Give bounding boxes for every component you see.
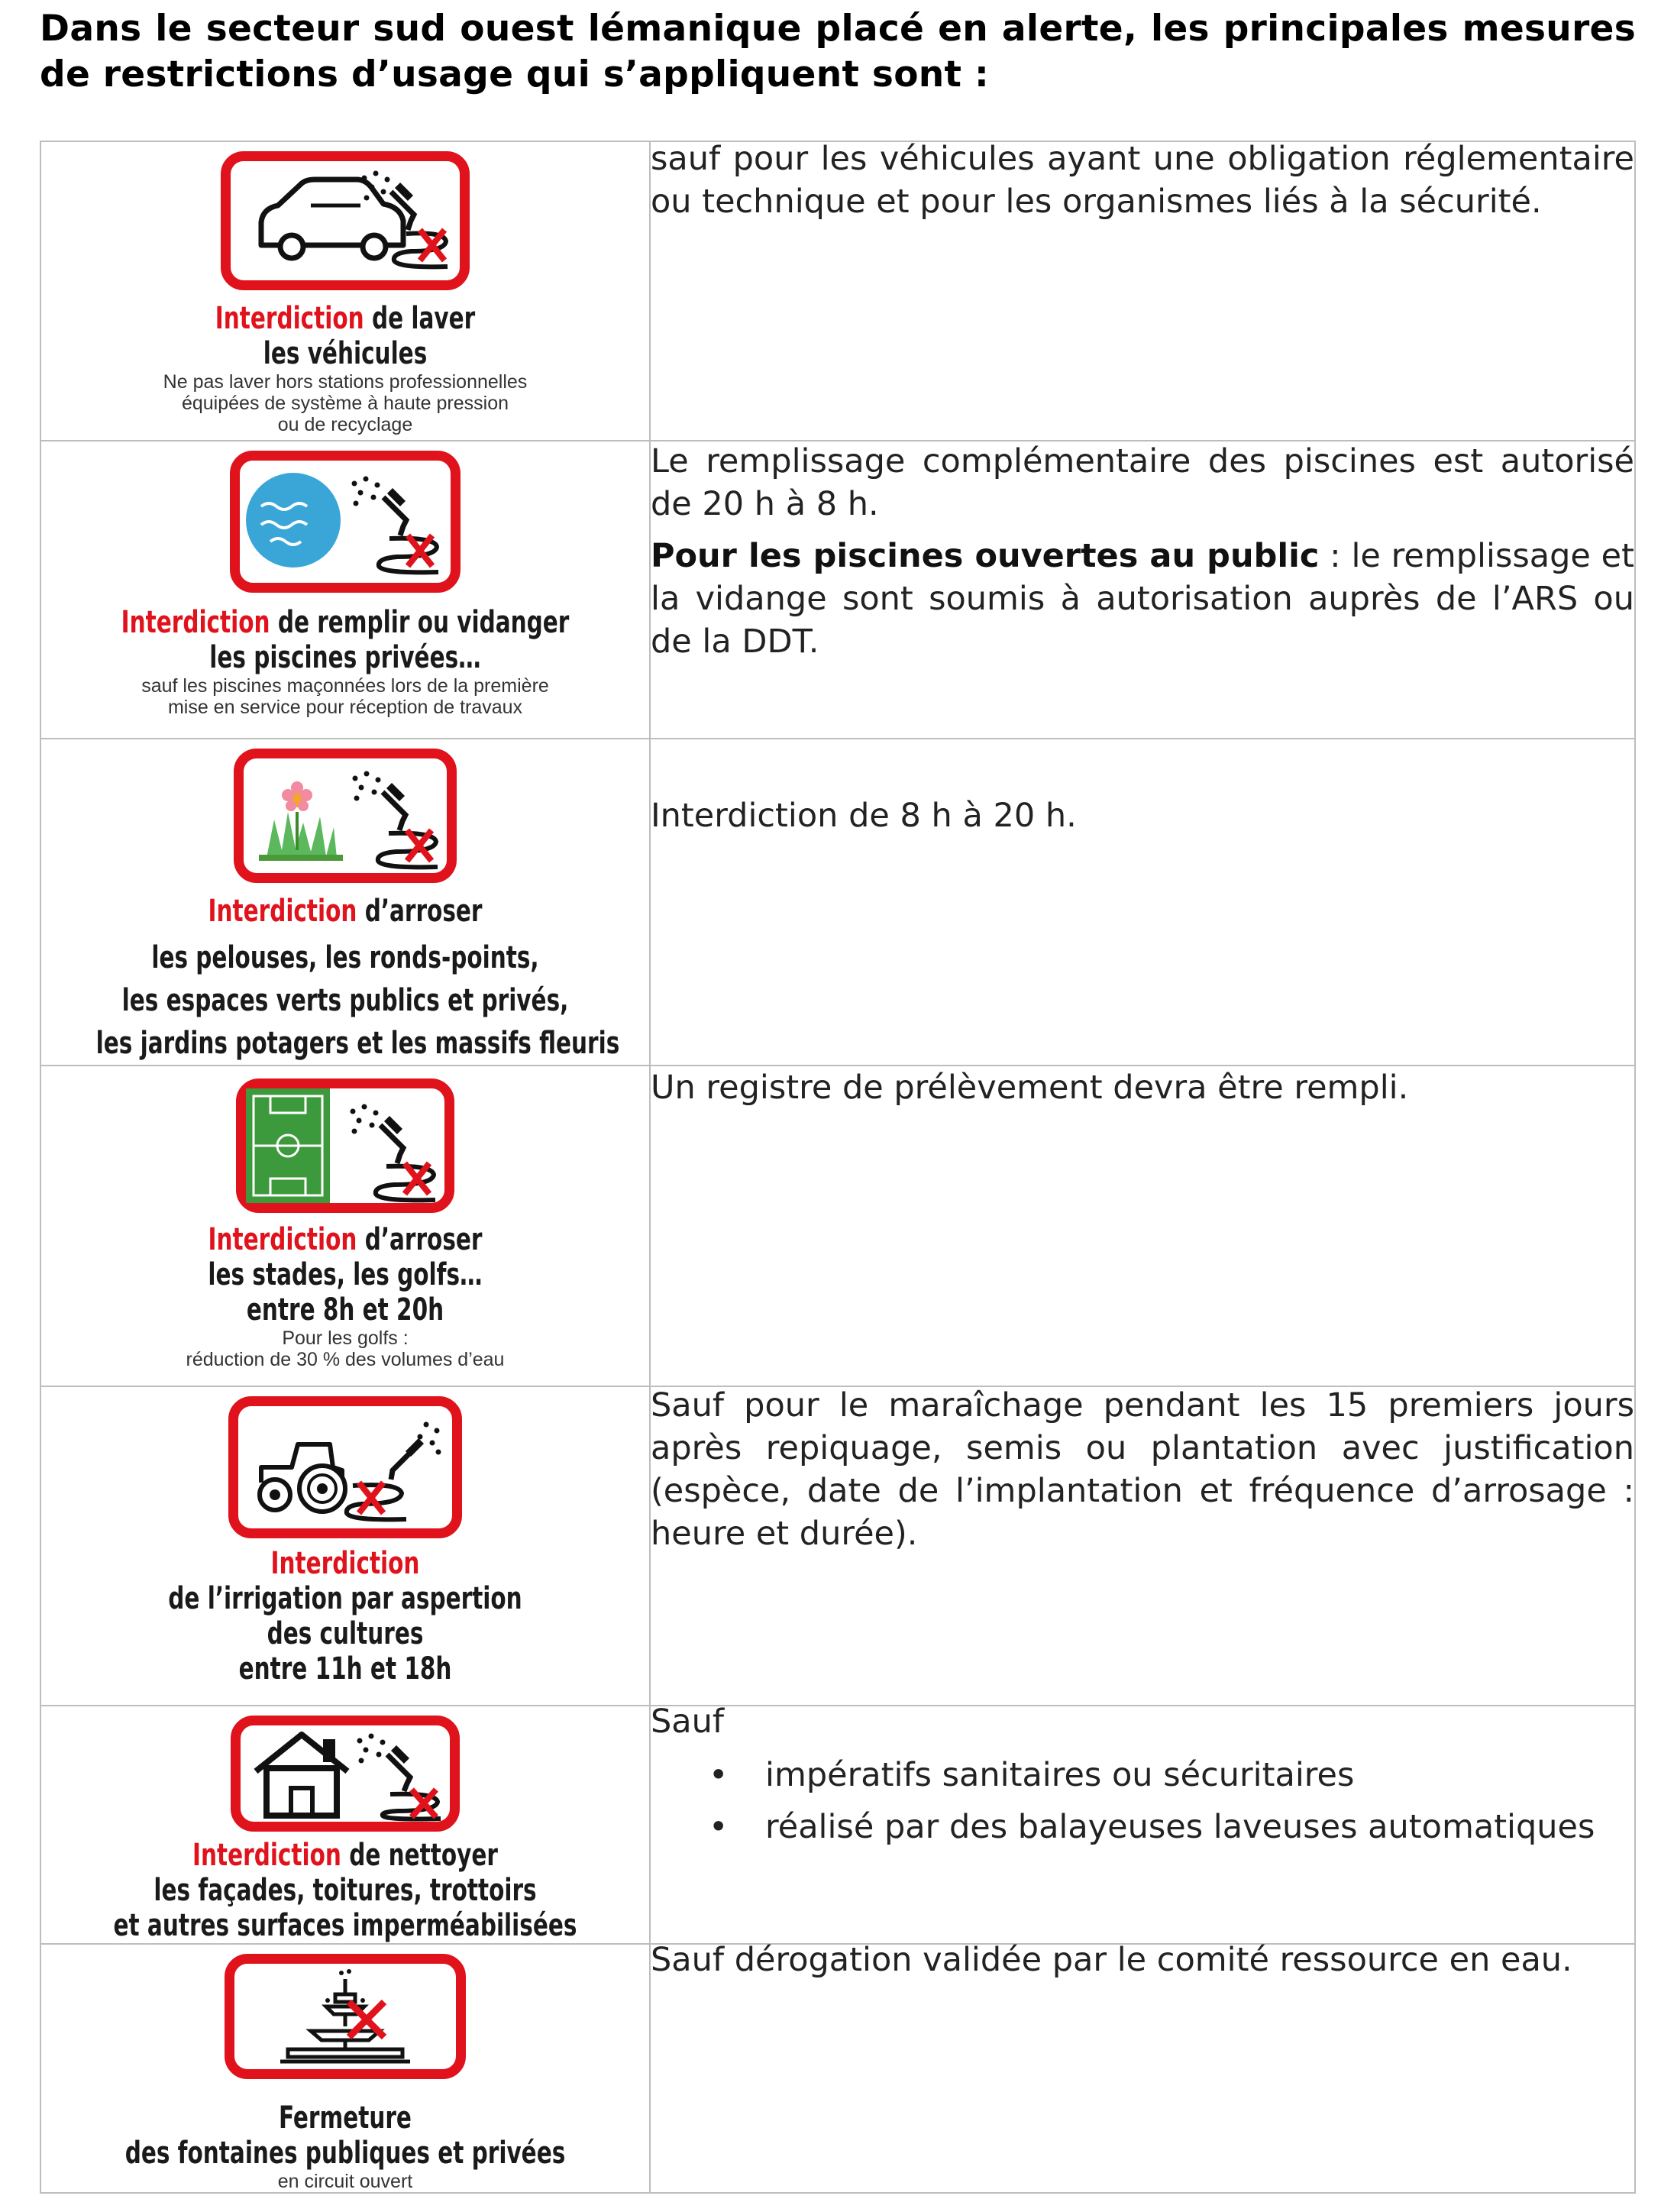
caption-line: les façades, toitures, trottoirs: [154, 1873, 537, 1908]
caption-line: Interdiction d’arroser: [208, 1222, 483, 1257]
caption-line: les piscines privées…: [209, 640, 481, 675]
text-cell: [650, 141, 1635, 441]
text-cell: [650, 739, 1635, 1066]
caption-line: Interdiction: [270, 1546, 420, 1581]
list-item: • impératifs sanitaires ou sécuritaires: [709, 1756, 1355, 1794]
caption-line: Interdiction de remplir ou vidanger: [121, 605, 570, 640]
caption-small: mise en service pour réception de travaux: [167, 697, 523, 718]
caption-line: de l’irrigation par aspertion: [168, 1581, 522, 1616]
list-item: • réalisé par des balayeuses laveuses automatiques: [709, 1808, 1595, 1846]
picto-cell: [40, 1066, 650, 1386]
caption-small: équipées de système à haute pression: [181, 393, 509, 414]
caption-small: Ne pas laver hors stations professionnelles: [163, 371, 528, 393]
house-icon: [231, 1716, 460, 1832]
text-cell: [650, 1941, 1635, 2193]
caption-line: Interdiction de laver: [215, 301, 476, 336]
caption-line: des cultures: [267, 1616, 424, 1651]
stadium-icon: [236, 1079, 454, 1213]
restriction-text: Un registre de prélèvement devra être rempli.: [651, 1069, 1409, 1107]
picto-cell: [40, 739, 650, 1066]
caption-line: et autres surfaces imperméabilisées: [113, 1908, 577, 1943]
text-cell: [650, 1703, 1635, 1944]
restriction-text: Sauf: [651, 1703, 725, 1741]
picto-cell: [40, 1944, 650, 2193]
picto-cell: [40, 1386, 650, 1706]
table-row: [40, 1944, 1635, 2193]
table-row: [40, 141, 1635, 441]
caption-line: Interdiction d’arroser: [208, 894, 483, 929]
picto-cell: [40, 141, 650, 441]
caption-line: entre 11h et 18h: [238, 1651, 452, 1686]
picto-cell: [40, 441, 650, 739]
caption-line: Fermeture: [279, 2100, 412, 2136]
restriction-text-2: Pour les piscines ouvertes au public : le remplissage et la vidange sont soumis à autorisation auprès de l’ARS ou de la DDT.: [651, 537, 1634, 661]
table-row: [40, 1386, 1635, 1706]
table-row: [40, 441, 1635, 739]
table-row: [40, 739, 1635, 1066]
exception-list: [651, 1749, 1634, 1853]
caption-line: entre 8h et 20h: [246, 1292, 444, 1328]
tractor-icon: [228, 1396, 462, 1538]
intro-paragraph: Dans le secteur sud ouest lémanique placé en alerte, les principales mesures de restrictions d’usage qui s’appliquent sont :: [40, 8, 1636, 95]
restriction-text: Le remplissage complémentaire des piscines est autorisé de 20 h à 8 h.: [651, 442, 1634, 523]
table-row: [40, 1706, 1635, 1944]
caption-small: ou de recyclage: [277, 414, 413, 435]
restriction-text: sauf pour les véhicules ayant une obligation réglementaire ou technique et pour les organismes liés à la sécurité.: [651, 140, 1634, 221]
picto-cell: [40, 1706, 650, 1944]
car-wash-icon: [221, 151, 470, 290]
caption-small: en circuit ouvert: [277, 2171, 413, 2192]
caption-small: Pour les golfs :: [282, 1328, 409, 1349]
caption-line: les stades, les golfs…: [208, 1257, 483, 1292]
text-cell: [650, 441, 1635, 739]
caption-line: Interdiction de nettoyer: [192, 1838, 498, 1873]
caption-line: les espaces verts publics et privés,: [121, 983, 569, 1018]
caption-line: des fontaines publiques et privées: [124, 2136, 566, 2171]
table-row: [40, 1066, 1635, 1386]
text-cell: [650, 1066, 1635, 1386]
restriction-text: Sauf dérogation validée par le comité ressource en eau.: [651, 1941, 1572, 1979]
caption-small: réduction de 30 % des volumes d’eau: [186, 1349, 505, 1370]
pool-icon: [230, 451, 461, 593]
caption-line: les jardins potagers et les massifs fleuris: [95, 1026, 620, 1061]
restriction-text: Interdiction de 8 h à 20 h.: [651, 797, 1077, 835]
caption-line: les pelouses, les ronds-points,: [151, 940, 539, 975]
fountain-icon: [225, 1954, 466, 2079]
restrictions-table: [40, 141, 1636, 2194]
text-cell: [650, 1386, 1635, 1706]
caption-small: sauf les piscines maçonnées lors de la première: [141, 675, 549, 697]
garden-icon: [234, 749, 457, 883]
restriction-text: Sauf pour le maraîchage pendant les 15 premiers jours après repiquage, semis ou plantation avec justification (espèce, date de l’implantation et fréquence d’arrosage : heure et durée).: [651, 1386, 1634, 1553]
caption-line: les véhicules: [263, 336, 428, 371]
